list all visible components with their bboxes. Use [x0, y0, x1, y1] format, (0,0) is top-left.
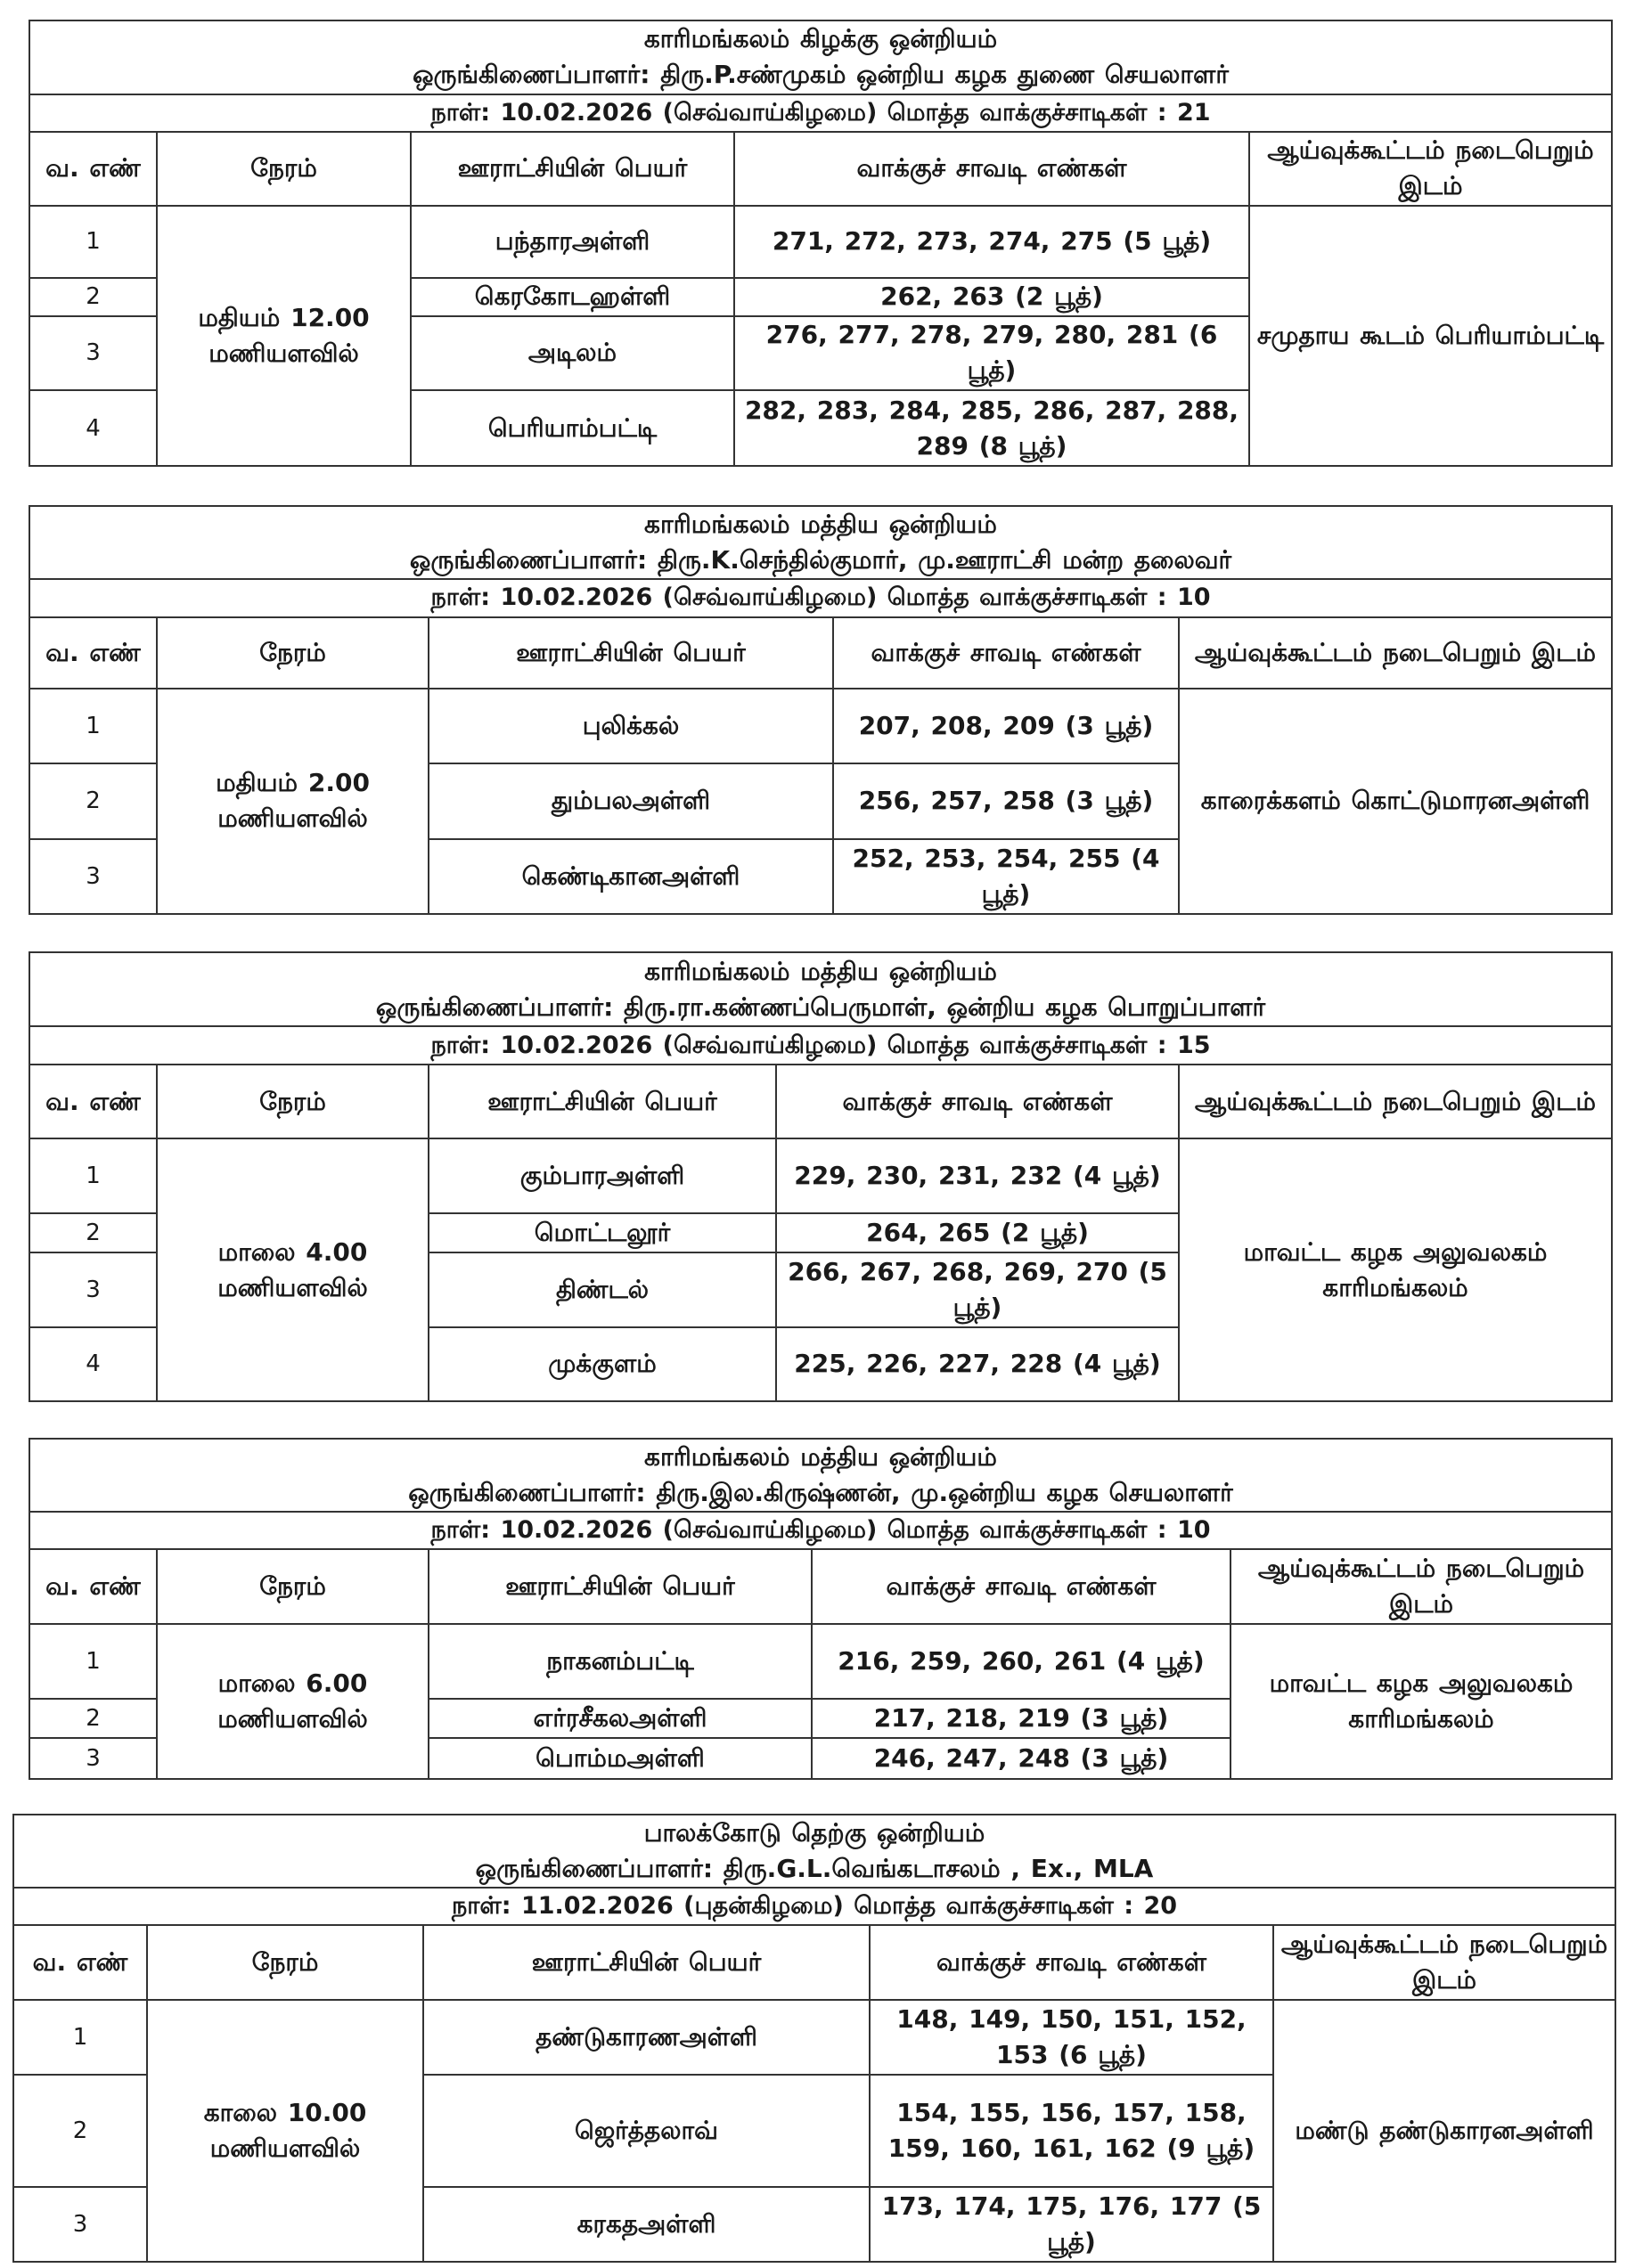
row-sno: 2	[29, 763, 157, 838]
col-header-sno: வ. எண்	[29, 132, 157, 206]
panchayat-name: திண்டல்	[429, 1252, 776, 1326]
panchayat-name: ஜெர்த்தலாவ்	[423, 2075, 870, 2187]
booth-numbers: 252, 253, 254, 255 (4 பூத்)	[833, 839, 1179, 914]
table-row	[29, 206, 1612, 279]
panchayat-name: மொட்டலூர்	[429, 1213, 776, 1253]
coordinator-line: ஒருங்கிணைப்பாளர்: திரு.ரா.கண்ணப்பெருமாள், ஒன்றிய கழக பொறுப்பாளர்	[375, 991, 1266, 1022]
panchayat-name: கும்பாரஅள்ளி	[429, 1138, 776, 1212]
booth-numbers: 148, 149, 150, 151, 152, 153 (6 பூத்)	[870, 2000, 1273, 2075]
col-header-sno: வ. எண்	[29, 1549, 157, 1624]
table-row	[29, 689, 1612, 763]
schedule-block-4	[29, 1438, 1611, 1776]
booth-numbers: 264, 265 (2 பூத்)	[776, 1213, 1179, 1253]
booth-numbers: 225, 226, 227, 228 (4 பூத்)	[776, 1327, 1179, 1401]
col-header-panchayat: ஊராட்சியின் பெயர்	[429, 1549, 812, 1624]
col-header-venue: ஆய்வுக்கூட்டம் நடைபெறும் இடம்	[1179, 617, 1612, 689]
block-title	[29, 506, 1612, 579]
booth-numbers: 207, 208, 209 (3 பூத்)	[833, 689, 1179, 763]
row-sno: 2	[29, 1699, 157, 1738]
union-name: பாலக்கோடு தெற்கு ஒன்றியம்	[643, 1818, 985, 1848]
block-title	[13, 1815, 1615, 1888]
table-row	[29, 1138, 1612, 1212]
col-header-time: நேரம்	[157, 617, 429, 689]
col-header-booths: வாக்குச் சாவடி எண்கள்	[812, 1549, 1230, 1624]
panchayat-name: அடிலம்	[411, 316, 734, 391]
col-header-panchayat: ஊராட்சியின் பெயர்	[429, 1065, 776, 1138]
booth-numbers: 256, 257, 258 (3 பூத்)	[833, 763, 1179, 838]
date-line: நாள்: 10.02.2026 (செவ்வாய்கிழமை) மொத்த வாக்குச்சாடிகள் : 21	[29, 94, 1612, 132]
meeting-venue: காரைக்களம் கொட்டுமாரனஅள்ளி	[1179, 689, 1612, 914]
panchayat-name: பொம்மஅள்ளி	[429, 1738, 812, 1779]
date-line: நாள்: 11.02.2026 (புதன்கிழமை) மொத்த வாக்குச்சாடிகள் : 20	[13, 1888, 1615, 1925]
col-header-panchayat: ஊராட்சியின் பெயர்	[423, 1925, 870, 2000]
union-name: காரிமங்கலம் மத்திய ஒன்றியம்	[644, 510, 997, 540]
col-header-booths: வாக்குச் சாவடி எண்கள்	[734, 132, 1249, 206]
block-title	[29, 20, 1612, 94]
col-header-time: நேரம்	[147, 1925, 423, 2000]
panchayat-name: பந்தாரஅள்ளி	[411, 206, 734, 279]
schedule-block-5	[12, 1814, 1615, 2259]
row-sno: 1	[29, 1624, 157, 1699]
meeting-time: மாலை 4.00 மணியளவில்	[157, 1138, 429, 1401]
union-name: காரிமங்கலம் மத்திய ஒன்றியம்	[644, 1442, 997, 1472]
col-header-venue: ஆய்வுக்கூட்டம் நடைபெறும் இடம்	[1273, 1925, 1615, 2000]
block-title	[29, 1439, 1612, 1512]
table-row	[13, 2000, 1615, 2075]
union-name: காரிமங்கலம் மத்திய ஒன்றியம்	[644, 956, 997, 986]
meeting-time: மாலை 6.00 மணியளவில்	[157, 1624, 429, 1779]
meeting-venue: மாவட்ட கழக அலுவலகம் காரிமங்கலம்	[1179, 1138, 1612, 1401]
col-header-time: நேரம்	[157, 1065, 429, 1138]
booth-numbers: 262, 263 (2 பூத்)	[734, 278, 1249, 315]
coordinator-line: ஒருங்கிணைப்பாளர்: திரு.K.செந்தில்குமார், மு.ஊராட்சி மன்ற தலைவர்	[409, 545, 1232, 575]
row-sno: 3	[29, 839, 157, 914]
row-sno: 4	[29, 390, 157, 466]
booth-numbers: 266, 267, 268, 269, 270 (5 பூத்)	[776, 1252, 1179, 1326]
row-sno: 4	[29, 1327, 157, 1401]
coordinator-line: ஒருங்கிணைப்பாளர்: திரு.இல.கிருஷ்ணன், மு.ஒன்றிய கழக செயலாளர்	[408, 1478, 1233, 1507]
row-sno: 2	[29, 1213, 157, 1253]
col-header-panchayat: ஊராட்சியின் பெயர்	[429, 617, 833, 689]
meeting-time: மதியம் 12.00 மணியளவில்	[157, 206, 411, 466]
row-sno: 3	[29, 1738, 157, 1779]
col-header-booths: வாக்குச் சாவடி எண்கள்	[870, 1925, 1273, 2000]
booth-numbers: 217, 218, 219 (3 பூத்)	[812, 1699, 1230, 1738]
booth-numbers: 229, 230, 231, 232 (4 பூத்)	[776, 1138, 1179, 1212]
panchayat-name: பெரியாம்பட்டி	[411, 390, 734, 466]
row-sno: 3	[13, 2187, 147, 2262]
meeting-venue: மண்டு தண்டுகாரனஅள்ளி	[1273, 2000, 1615, 2262]
col-header-booths: வாக்குச் சாவடி எண்கள்	[776, 1065, 1179, 1138]
col-header-venue: ஆய்வுக்கூட்டம் நடைபெறும் இடம்	[1230, 1549, 1612, 1624]
table-row	[29, 1624, 1612, 1699]
booth-numbers: 271, 272, 273, 274, 275 (5 பூத்)	[734, 206, 1249, 279]
row-sno: 3	[29, 1252, 157, 1326]
row-sno: 1	[13, 2000, 147, 2075]
panchayat-name: புலிக்கல்	[429, 689, 833, 763]
col-header-time: நேரம்	[157, 132, 411, 206]
booth-numbers: 246, 247, 248 (3 பூத்)	[812, 1738, 1230, 1779]
booth-numbers: 276, 277, 278, 279, 280, 281 (6 பூத்)	[734, 316, 1249, 391]
booth-numbers: 282, 283, 284, 285, 286, 287, 288, 289 (8 பூத்)	[734, 390, 1249, 466]
meeting-time: காலை 10.00 மணியளவில்	[147, 2000, 423, 2262]
meeting-venue: மாவட்ட கழக அலுவலகம் காரிமங்கலம்	[1230, 1624, 1612, 1779]
block-title	[29, 952, 1612, 1026]
panchayat-name: தண்டுகாரணஅள்ளி	[423, 2000, 870, 2075]
row-sno: 1	[29, 206, 157, 279]
date-line: நாள்: 10.02.2026 (செவ்வாய்கிழமை) மொத்த வாக்குச்சாடிகள் : 10	[29, 579, 1612, 616]
booth-numbers: 216, 259, 260, 261 (4 பூத்)	[812, 1624, 1230, 1699]
col-header-sno: வ. எண்	[29, 617, 157, 689]
row-sno: 3	[29, 316, 157, 391]
col-header-panchayat: ஊராட்சியின் பெயர்	[411, 132, 734, 206]
panchayat-name: எர்ரசீகலஅள்ளி	[429, 1699, 812, 1738]
date-line: நாள்: 10.02.2026 (செவ்வாய்கிழமை) மொத்த வாக்குச்சாடிகள் : 15	[29, 1026, 1612, 1065]
coordinator-line: ஒருங்கிணைப்பாளர்: திரு.P.சண்முகம் ஒன்றிய கழக துணை செயலாளர்	[413, 60, 1229, 90]
col-header-venue: ஆய்வுக்கூட்டம் நடைபெறும் இடம்	[1179, 1065, 1612, 1138]
booth-numbers: 173, 174, 175, 176, 177 (5 பூத்)	[870, 2187, 1273, 2262]
schedule-block-3	[29, 951, 1611, 1402]
row-sno: 1	[29, 689, 157, 763]
panchayat-name: நாகனம்பட்டி	[429, 1624, 812, 1699]
panchayat-name: கெண்டிகானஅள்ளி	[429, 839, 833, 914]
panchayat-name: கெரகோடஹள்ளி	[411, 278, 734, 315]
row-sno: 2	[13, 2075, 147, 2187]
panchayat-name: முக்குளம்	[429, 1327, 776, 1401]
union-name: காரிமங்கலம் கிழக்கு ஒன்றியம்	[643, 24, 998, 54]
panchayat-name: கரகதஅள்ளி	[423, 2187, 870, 2262]
panchayat-name: தும்பலஅள்ளி	[429, 763, 833, 838]
date-line: நாள்: 10.02.2026 (செவ்வாய்கிழமை) மொத்த வாக்குச்சாடிகள் : 10	[29, 1512, 1612, 1549]
meeting-time: மதியம் 2.00 மணியளவில்	[157, 689, 429, 914]
col-header-sno: வ. எண்	[13, 1925, 147, 2000]
row-sno: 1	[29, 1138, 157, 1212]
col-header-booths: வாக்குச் சாவடி எண்கள்	[833, 617, 1179, 689]
col-header-time: நேரம்	[157, 1549, 429, 1624]
col-header-sno: வ. எண்	[29, 1065, 157, 1138]
row-sno: 2	[29, 278, 157, 315]
coordinator-line: ஒருங்கிணைப்பாளர்: திரு.G.L.வெங்கடாசலம் , Ex., MLA	[475, 1854, 1154, 1883]
schedule-block-1	[29, 20, 1611, 467]
meeting-venue: சமுதாய கூடம் பெரியாம்பட்டி	[1249, 206, 1612, 466]
schedule-block-2	[29, 505, 1611, 915]
col-header-venue: ஆய்வுக்கூட்டம் நடைபெறும் இடம்	[1249, 132, 1612, 206]
booth-numbers: 154, 155, 156, 157, 158, 159, 160, 161, 162 (9 பூத்)	[870, 2075, 1273, 2187]
